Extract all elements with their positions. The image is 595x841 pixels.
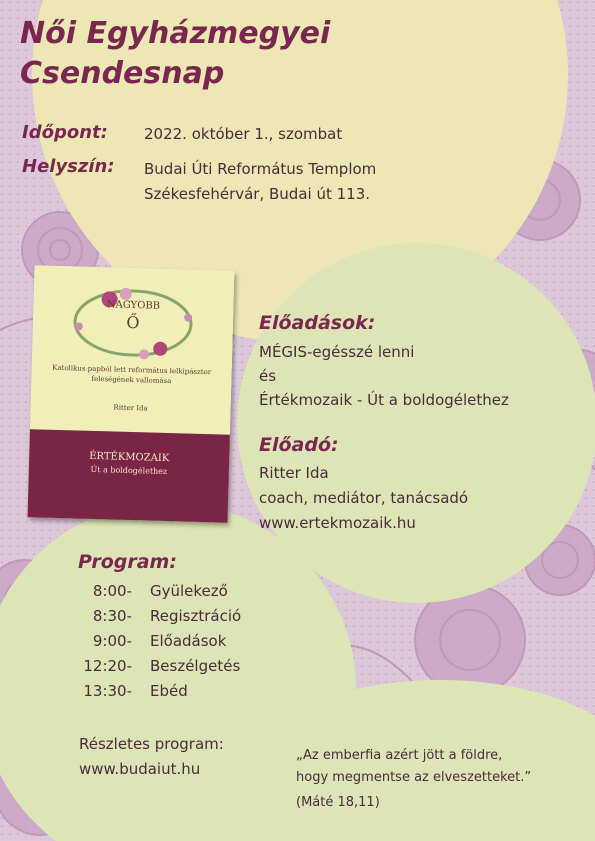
speaker-label: Előadó: <box>259 434 339 456</box>
book-title-line-2: Ő <box>126 312 140 333</box>
lecture-line-2: és <box>259 367 277 385</box>
program-time: 9:00- <box>92 632 132 650</box>
page-title <box>20 14 330 94</box>
program-time: 13:30- <box>83 682 132 700</box>
quote-line-2: hogy megmentse az elveszetteket.” <box>296 770 532 785</box>
quote-reference: (Máté 18,11) <box>296 795 380 810</box>
program-event: Gyülekező <box>150 582 228 600</box>
lecture-line-1: MÉGIS-egésszé lenni <box>259 343 415 361</box>
place-label: Helyszín: <box>22 156 115 177</box>
place-line-1: Budai Úti Református Templom <box>144 160 377 178</box>
speaker-name: Ritter Ida <box>259 464 329 482</box>
program-event: Előadások <box>150 632 227 650</box>
program-time: 12:20- <box>83 657 132 675</box>
book-cover-bottom <box>28 429 230 523</box>
program-event: Ebéd <box>150 682 188 700</box>
book-series: ÉRTÉKMOZAIK <box>89 450 170 465</box>
book-subtitle-line-2: feleségének vallomása <box>91 374 172 386</box>
program-event: Beszélgetés <box>150 657 241 675</box>
details-label: Részletes program: <box>79 735 224 753</box>
speaker-website[interactable]: www.ertekmozaik.hu <box>259 514 416 532</box>
title-line-1: Női Egyházmegyei <box>20 16 331 51</box>
program-time: 8:30- <box>92 607 132 625</box>
book-subtitle-line-1: Katolikus papból lett református lelkipásztor <box>52 363 212 377</box>
speaker-role: coach, mediátor, tanácsadó <box>259 489 469 507</box>
book-cover-top <box>30 265 235 435</box>
place-line-2: Székesfehérvár, Budai út 113. <box>144 185 371 203</box>
quote-line-1: „Az emberfia azért jött a földre, <box>296 748 503 763</box>
book-author: Ritter Ida <box>113 403 148 413</box>
date-label: Időpont: <box>22 122 108 143</box>
program-label: Program: <box>78 551 177 573</box>
book-title-line-1: NAGYOBB <box>106 299 161 312</box>
lecture-line-3: Értékmozaik - Út a boldogélethez <box>259 391 509 409</box>
title-line-2: Csendesnap <box>20 56 225 91</box>
date-value: 2022. október 1., szombat <box>144 125 343 143</box>
details-url[interactable]: www.budaiut.hu <box>79 760 201 778</box>
book-series-subtitle: Út a boldogélethez <box>90 464 168 477</box>
book-cover <box>28 265 235 522</box>
program-time: 8:00- <box>92 582 132 600</box>
program-event: Regisztráció <box>150 607 242 625</box>
lectures-label: Előadások: <box>259 312 376 334</box>
